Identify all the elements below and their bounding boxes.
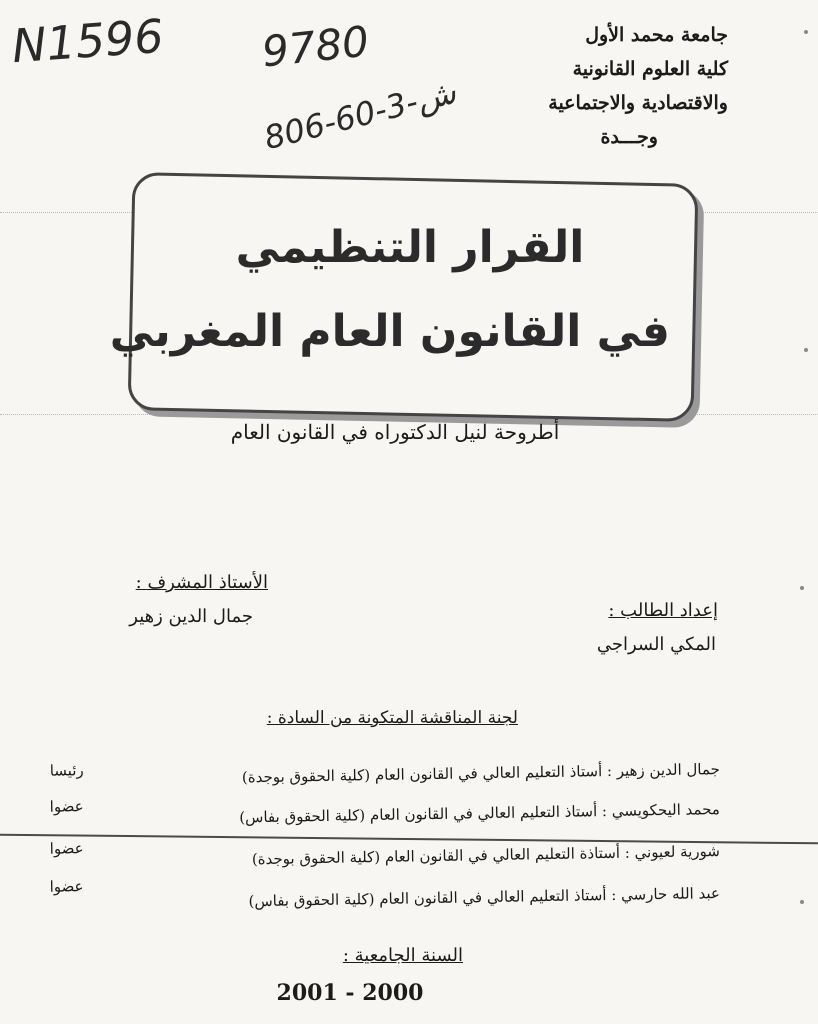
city-name: وجـــدة: [600, 126, 658, 148]
scan-speck: [804, 30, 808, 34]
academic-year-label: السنة الجامعية :: [342, 945, 463, 966]
university-header: [408, 18, 728, 154]
committee-role: رئيسا: [49, 761, 84, 780]
handwritten-ref-number: N1596: [10, 8, 166, 74]
academic-year-value: 2001 - 2000: [276, 980, 424, 1006]
handwritten-code: 806-60-ش-3: [260, 72, 460, 158]
faculty-line-1: كلية العلوم القانونية: [572, 58, 728, 80]
thesis-subtitle: أطروحة لنيل الدكتوراه في القانون العام: [230, 420, 560, 444]
committee-role: عضوا: [49, 839, 84, 858]
title-frame: [109, 172, 699, 422]
committee-role: عضوا: [49, 877, 84, 896]
committee-role: عضوا: [49, 797, 84, 816]
committee-heading: لجنة المناقشة المتكونة من السادة :: [266, 708, 518, 728]
scan-speck: [800, 586, 804, 590]
scan-speck: [800, 900, 804, 904]
committee-member: جمال الدين زهير : أستاذ التعليم العالي في القانون العام (كلية الحقوق بوجدة): [241, 760, 721, 787]
committee-member: شورية لعيوني : أستاذة التعليم العالي في القانون العام (كلية الحقوق بوجدة): [251, 842, 721, 869]
committee-row: [40, 760, 720, 802]
committee-member: محمد اليحكويسي : أستاذ التعليم العالي في القانون العام (كلية الحقوق بفاس): [239, 800, 721, 827]
scan-speck: [804, 348, 808, 352]
handwritten-number: 9780: [259, 16, 372, 77]
thesis-title-line-1: القرار التنظيمي: [235, 222, 585, 273]
student-label: إعداد الطالب :: [608, 600, 718, 621]
student-name: المكي السراجي: [596, 634, 716, 655]
committee-row: [40, 877, 721, 926]
supervisor-name: جمال الدين زهير: [129, 606, 253, 627]
faculty-line-2: والاقتصادية والاجتماعية: [548, 92, 728, 114]
university-name: جامعة محمد الأول: [585, 24, 728, 46]
supervisor-label: الأستاذ المشرف :: [135, 572, 268, 593]
committee-row: [40, 839, 721, 884]
committee-member: عبد الله حارسي : أستاذ التعليم العالي في القانون العام (كلية الحقوق بفاس): [248, 884, 721, 911]
thesis-title-line-2: في القانون العام المغربي: [109, 306, 670, 357]
